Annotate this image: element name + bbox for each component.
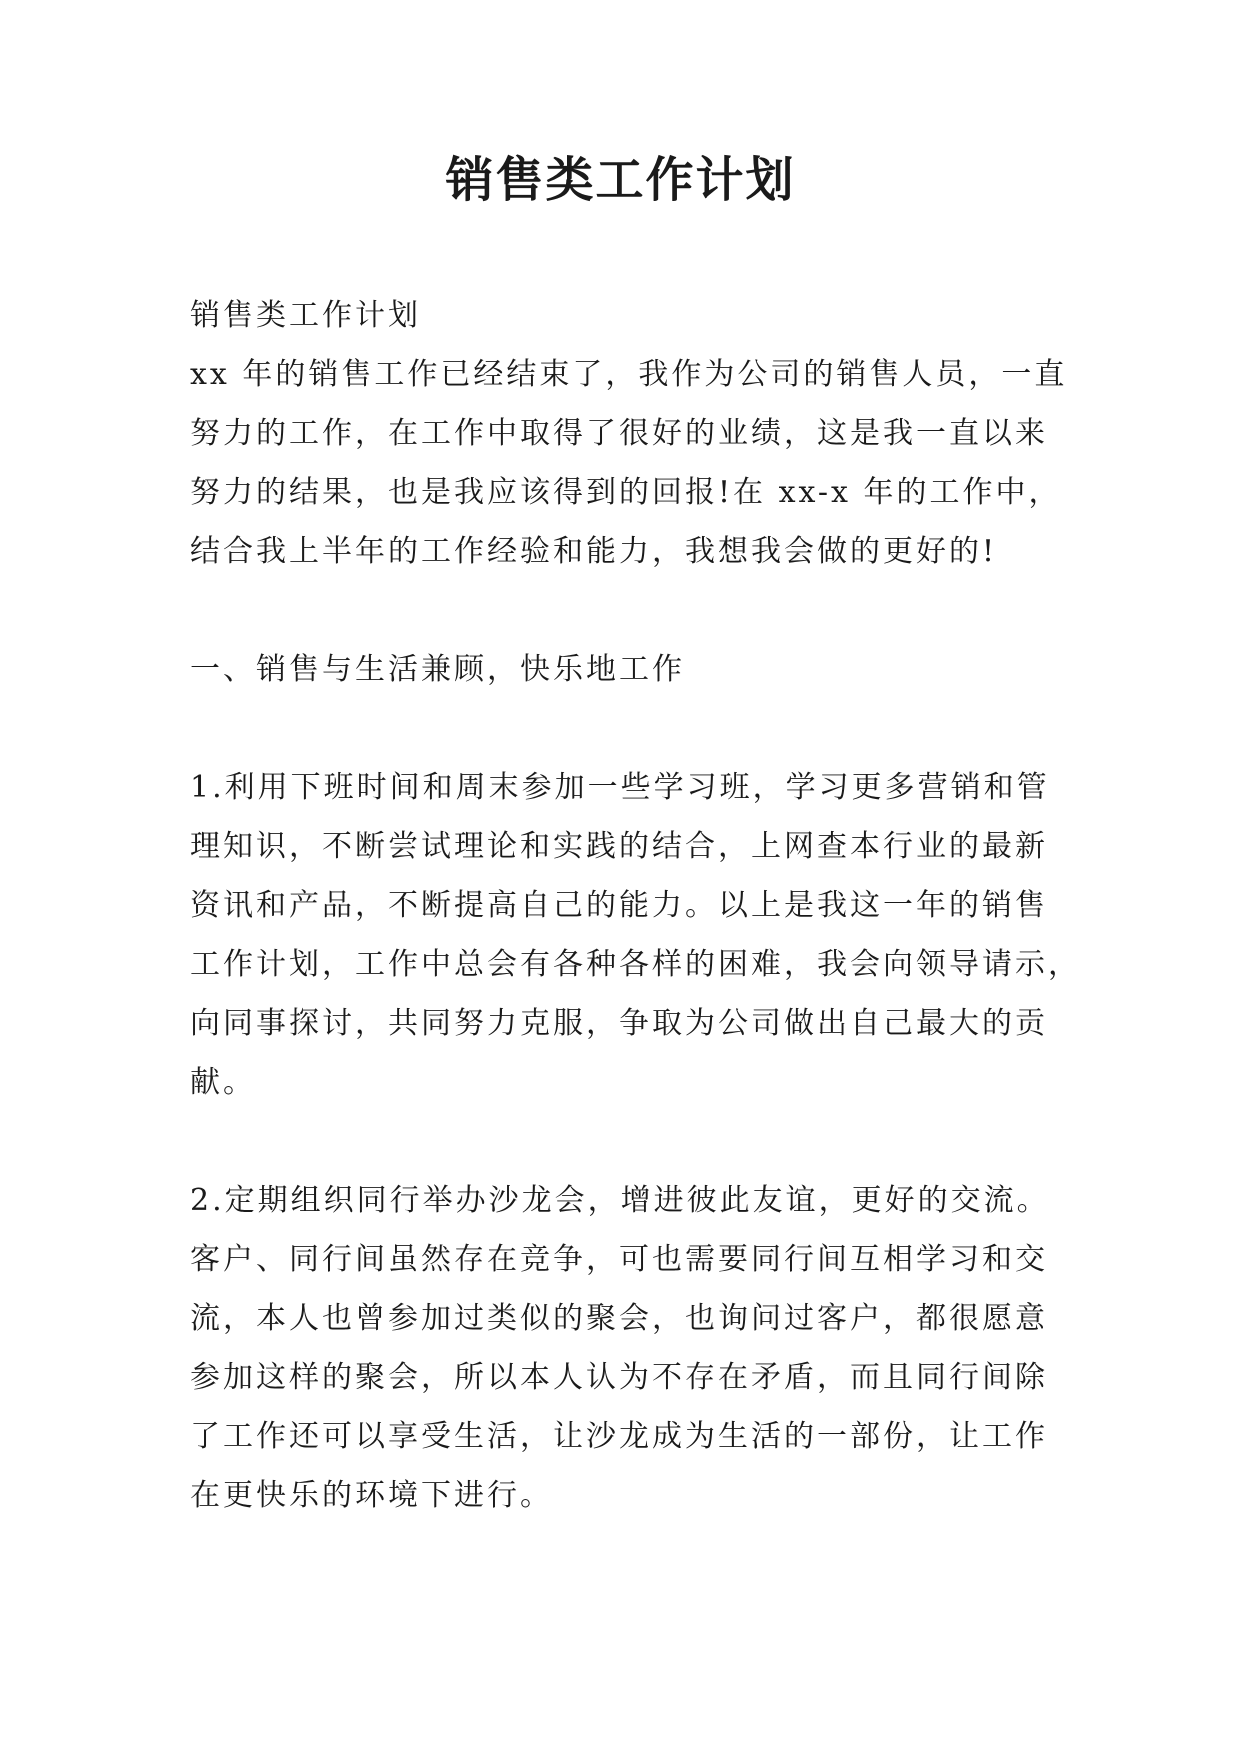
document-body bbox=[190, 286, 1081, 1525]
item-2-paragraph bbox=[190, 1171, 1070, 1525]
item-1-line: 理知识，不断尝试理论和实践的结合，上网查本行业的最新 bbox=[190, 829, 1048, 864]
item-1-line: 资讯和产品，不断提高自己的能力。以上是我这一年的销售 bbox=[190, 888, 1048, 923]
item-1-line: 向同事探讨，共同努力克服，争取为公司做出自己最大的贡 bbox=[190, 1006, 1048, 1041]
intro-line: 努力的结果，也是我应该得到的回报!在 xx-x 年的工作中， bbox=[190, 475, 1062, 510]
item-1-line: 1.利用下班时间和周末参加一些学习班，学习更多营销和管 bbox=[190, 770, 1050, 805]
item-2-line: 在更快乐的环境下进行。 bbox=[190, 1478, 553, 1513]
intro-line: xx 年的销售工作已经结束了，我作为公司的销售人员，一直 bbox=[190, 357, 1068, 392]
document-subtitle: 销售类工作计划 bbox=[190, 298, 421, 333]
document-title: 销售类工作计划 bbox=[445, 152, 796, 208]
item-1-paragraph bbox=[190, 758, 1081, 1112]
paragraph-gap bbox=[190, 581, 1070, 640]
item-1-line: 献。 bbox=[190, 1065, 256, 1100]
paragraph-gap bbox=[190, 699, 1070, 758]
item-2-line: 客户、同行间虽然存在竞争，可也需要同行间互相学习和交 bbox=[190, 1242, 1048, 1277]
section-heading: 一、销售与生活兼顾，快乐地工作 bbox=[190, 652, 685, 687]
item-2-line: 了工作还可以享受生活，让沙龙成为生活的一部份，让工作 bbox=[190, 1419, 1048, 1454]
item-2-line: 参加这样的聚会，所以本人认为不存在矛盾，而且同行间除 bbox=[190, 1360, 1048, 1395]
intro-line: 努力的工作，在工作中取得了很好的业绩，这是我一直以来 bbox=[190, 416, 1048, 451]
intro-paragraph bbox=[190, 345, 1070, 581]
paragraph-gap bbox=[190, 1112, 1070, 1171]
item-2-line: 2.定期组织同行举办沙龙会，增进彼此友谊，更好的交流。 bbox=[190, 1183, 1050, 1218]
item-2-line: 流，本人也曾参加过类似的聚会，也询问过客户，都很愿意 bbox=[190, 1301, 1048, 1336]
item-1-line: 工作计划，工作中总会有各种各样的困难，我会向领导请示， bbox=[190, 947, 1081, 982]
intro-line: 结合我上半年的工作经验和能力，我想我会做的更好的! bbox=[190, 534, 998, 569]
